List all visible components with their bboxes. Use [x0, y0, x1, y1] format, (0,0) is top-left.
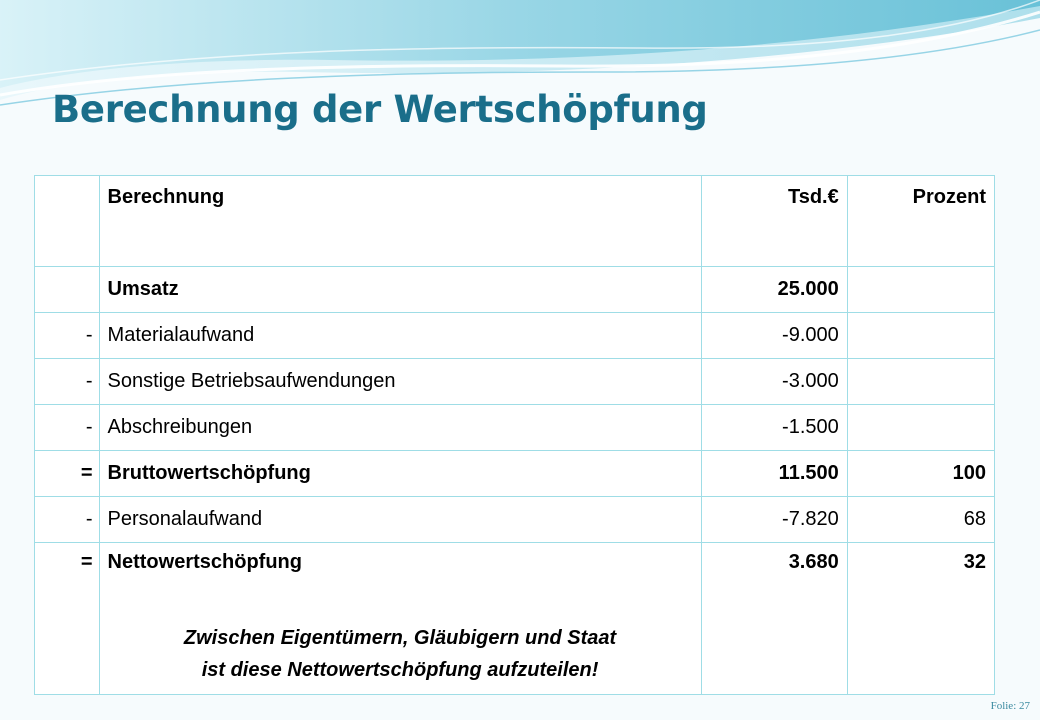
header-label: Berechnung — [99, 176, 701, 267]
row-tsd-value: -3.000 — [701, 359, 847, 405]
table-row — [35, 451, 995, 497]
page-title: Berechnung der Wertschöpfung — [52, 88, 708, 131]
row-tsd-value: -7.820 — [701, 497, 847, 543]
row-pct-value — [847, 405, 994, 451]
table-row — [35, 405, 995, 451]
row-label: Abschreibungen — [99, 405, 701, 451]
table-row — [35, 313, 995, 359]
note-line-1: Zwischen Eigentümern, Gläubigern und Staat — [183, 627, 617, 649]
table-header-row — [35, 176, 995, 267]
table-row — [35, 359, 995, 405]
row-symbol: - — [35, 497, 100, 543]
row-label: Sonstige Betriebsaufwendungen — [99, 359, 701, 405]
table-row — [35, 497, 995, 543]
note-line-2: ist diese Nettowertschöpfung aufzuteilen! — [201, 659, 599, 681]
row-symbol: - — [35, 359, 100, 405]
row-tsd-value: 25.000 — [701, 267, 847, 313]
row-label: Personalaufwand — [99, 497, 701, 543]
header-tsd: Tsd.€ — [701, 176, 847, 267]
header-sym — [35, 176, 100, 267]
row-label: Nettowertschöpfung — [107, 551, 302, 573]
row-pct-value: 100 — [847, 451, 994, 497]
header-pct: Prozent — [847, 176, 994, 267]
row-pct-value — [847, 313, 994, 359]
row-tsd-value: -9.000 — [701, 313, 847, 359]
row-symbol — [35, 267, 100, 313]
row-label: Materialaufwand — [99, 313, 701, 359]
distribution-note — [108, 622, 693, 686]
row-pct-value — [847, 267, 994, 313]
row-tsd-value: 3.680 — [701, 543, 847, 695]
table-row — [35, 267, 995, 313]
row-label: Bruttowertschöpfung — [99, 451, 701, 497]
wertschoepfung-table — [34, 175, 995, 695]
row-symbol: = — [35, 451, 100, 497]
row-pct-value: 68 — [847, 497, 994, 543]
table-row — [35, 543, 995, 695]
slide-number: Folie: 27 — [990, 700, 1030, 712]
row-symbol: - — [35, 313, 100, 359]
row-tsd-value: 11.500 — [701, 451, 847, 497]
row-symbol: - — [35, 405, 100, 451]
row-pct-value: 32 — [847, 543, 994, 695]
row-label-with-note — [99, 543, 701, 695]
row-tsd-value: -1.500 — [701, 405, 847, 451]
row-pct-value — [847, 359, 994, 405]
row-symbol: = — [35, 543, 100, 695]
row-label: Umsatz — [99, 267, 701, 313]
